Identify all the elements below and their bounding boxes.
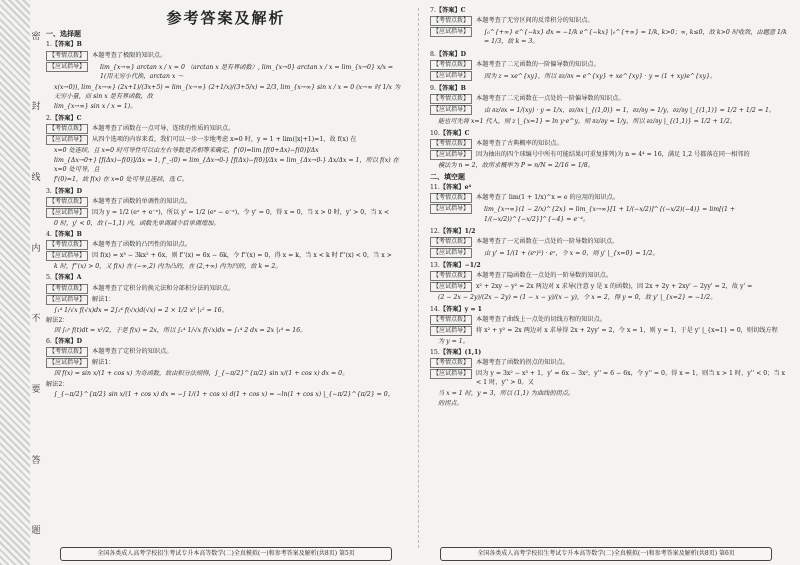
solution-line: 能也可先将 x=1 代入，则 z |_{x=1} = ln y·e^y，则 ∂z/∂y = 1/y，所以 ∂z/∂y |_{(1,1)} = 1/2 + 1/2。: [438, 118, 736, 126]
tag-solution: 【应试指导】: [46, 251, 88, 261]
seal-char: 内: [31, 243, 41, 254]
solution-line: 当 x = 1 时，y = 3，所以 (1,1) 为曲线的拐点。: [438, 389, 575, 397]
answer: 【答案】A: [51, 274, 82, 282]
question-number: 12.: [430, 227, 440, 235]
solution-line: f'(0)=1，故 f(x) 在 x=0 处可导且连续，选 C。: [54, 176, 188, 184]
seal-char: 题: [31, 526, 41, 537]
solution-line: x=0 处连续，且 x=0 时可导性可以由左右导数是否相等来确定，f'(0)=lim [f(0+Δx)−f(0)]/Δx: [54, 146, 319, 154]
tag-point: 【考情点拨】: [46, 51, 88, 61]
solution-line: 模法为 n = 2，故所求概率为 P = n/N = 2/16 = 1/8。: [438, 161, 594, 169]
question-number: 14.: [430, 305, 440, 313]
seal-char: 封: [31, 102, 41, 113]
answer: 【答案】−1/2: [439, 262, 481, 270]
point-text: 本题考查了定积分的换元法和分部积分法的知识点。: [92, 284, 235, 292]
tag-point: 【考情点拨】: [430, 60, 472, 70]
tag-point: 【考情点拨】: [430, 193, 472, 203]
solution-line: 因 ∫₀ˣ f(t)dt = x²/2，于是 f(x) = 2x，所以 ∫₁⁴ 1/√x f(√x)dx = ∫₁⁴ 2 dx = 2x |₁⁴ = 16。: [54, 327, 307, 335]
question-12: [430, 227, 792, 259]
point-text: 本题考查了隐函数在一点处的一阶导数的知识点。: [476, 272, 613, 280]
point-text: 本题考查了曲线上一点处的切线方程的知识点。: [476, 315, 606, 323]
tag-solution: 【应试指导】: [430, 326, 472, 336]
page-title: 参考答案及解析: [166, 9, 286, 27]
question-number: 15.: [430, 349, 440, 357]
solution-line: lim_{x→∞} arctan x / x = 0 （arctan x 是有界函数）, lim_{x→0} arctan x / x = lim_{x→0} x/x = 1(用无穷小代换，arctan x ～: [100, 63, 394, 80]
question-13: [430, 261, 792, 302]
tag-solution: 【应试指导】: [430, 282, 472, 292]
seal-char: 线: [31, 173, 41, 184]
seal-line: [30, 0, 42, 565]
solution-line: 由 ∂z/∂x = 1/(xy) · y = 1/x，∂z/∂x |_{(1,0)} = 1，∂z/∂y = 1/y，∂z/∂y |_{(1,1)} = 1/2 + 1/2 = 1。: [484, 107, 776, 115]
tag-point: 【考情点拨】: [430, 94, 472, 104]
solution-line: 因为 z = xe^{xy}，所以 ∂z/∂x = e^{xy} + xe^{xy} · y = (1 + xy)e^{xy}。: [484, 72, 717, 80]
tag-solution: 【应试指导】: [430, 204, 472, 214]
question-number: 6.: [46, 338, 52, 346]
tag-point: 【考情点拨】: [46, 347, 88, 357]
tag-solution: 【应试指导】: [46, 135, 88, 145]
point-text: 本题考查了函数的拐点的知识点。: [476, 359, 569, 367]
solution-label: 解法1：: [92, 295, 115, 303]
answer: 【答案】y = 1: [439, 305, 482, 313]
tag-solution: 【应试指导】: [46, 295, 88, 305]
question-5: [46, 273, 406, 335]
solution-line: x² + 2xy − y² = 2x 两边对 x 求导(注意 y 是 x 的函数)，因 2x + 2y + 2xy' − 2yy' = 2，故 y' =: [476, 283, 753, 291]
seal-char: 不: [31, 314, 41, 325]
question-number: 13.: [430, 262, 440, 270]
tag-solution: 【应试指导】: [46, 62, 88, 72]
binding-margin: [0, 0, 30, 565]
question-number: 3.: [46, 187, 52, 195]
solution-line: 从四个选项的内容来看，我们可以一步一步地考虑 x=0 时，y = 1 + lim(|x|+1)=1，故 f(x) 在: [92, 135, 357, 143]
answer: 【答案】C: [439, 129, 470, 137]
seal-char: 答: [31, 455, 41, 466]
solution-line: 因为 y = 3x² − x³ + 1，y' = 6x − 3x²，y'' = 6 − 6x，令 y'' = 0，得 x = 1，则当 x > 1 时，y'' < 0；当 x < 1 时，y'' > 0。又: [476, 370, 786, 387]
section-heading: 二、填空题: [430, 172, 465, 182]
solution-label: 解法2：: [46, 380, 69, 388]
question-number: 5.: [46, 274, 52, 282]
tag-solution: 【应试指导】: [430, 369, 472, 379]
question-number: 1.: [46, 41, 52, 49]
point-text: 本题考查了二元函数的一阶偏导数的知识点。: [476, 60, 600, 68]
tag-point: 【考情点拨】: [46, 197, 88, 207]
question-8: [430, 50, 792, 82]
tag-point: 【考情点拨】: [430, 139, 472, 149]
solution-line: 将 x² + y² = 2x 两边对 x 求导得 2x + 2yy' = 2，令 x = 1，则 y = 1，于是 y' |_{x=1} = 0，则切线方程: [476, 326, 778, 334]
answer: 【答案】D: [435, 50, 467, 58]
question-1: [46, 40, 406, 111]
tag-solution: 【应试指导】: [46, 358, 88, 368]
answer: 【答案】B: [51, 41, 82, 49]
question-9: [430, 84, 792, 127]
solution-line: (2 − 2x − 2y)/(2x − 2y) = (1 − x − y)/(x − y)，令 x = 2，得 y = 0，故 y' |_{x=2} = −1/2。: [438, 294, 717, 302]
solution-label: 解法1：: [92, 359, 115, 367]
solution-line: k 时，f''(x) > 0，又 f(x) 在 (−∞,2) 内为凸的，在 (2,+∞) 内为凹的，故 k = 2。: [54, 263, 282, 271]
question-4: [46, 230, 406, 271]
solution-line: 因为抽出的四个球编号中所有可能结果(可重复排列)为 n = 4⁴ = 16，满足 1,2 号都落在同一相邻的: [476, 150, 750, 158]
answer: 【答案】B: [51, 231, 82, 239]
seal-char: 密: [31, 31, 41, 42]
point-text: 本题考查了函数在一点可导，连续的性质的知识点。: [92, 124, 235, 132]
solution-line: ∫_{−π/2}^{π/2} sin x/(1 + cos x) dx = −∫ 1/(1 + cos x) d(1 + cos x) = −ln(1 + cos x) |_{−π/2}^{π/2} = 0。: [54, 390, 394, 398]
point-text: 本题考查了无穷区间的反常积分的知识点。: [476, 17, 594, 25]
solution-line: x(x→0)), lim_{x→∞} (2x+1)/(3x+5) = lim_{x→∞} (2+1/x)/(3+5/x) = 2/3, lim_{x→∞} sin x / x = 0 (x→∞ 时 1/x 为无穷小量，而 sin x 是有界函数，故: [54, 84, 401, 101]
tag-point: 【考情点拨】: [46, 284, 88, 294]
question-number: 4.: [46, 231, 52, 239]
page-divider: [418, 8, 419, 548]
solution-line: 的拐点。: [438, 399, 463, 407]
question-10: [430, 129, 792, 170]
question-number: 8.: [430, 50, 436, 58]
question-3: [46, 187, 406, 228]
point-text: 本题考查了古典概率的知识点。: [476, 139, 563, 147]
answer: 【答案】B: [435, 85, 466, 93]
tag-point: 【考情点拨】: [430, 237, 472, 247]
solution-line: lim_{x→∞}(1 − 2/x)^{2x} = lim_{x→∞}[1 + 1/(−x/2)]^{(−x/2)(−4)} = lim[(1 + 1/(−x/2))^{−x/2}]^{−4} = e⁻⁴。: [484, 206, 736, 223]
seal-char: 要: [31, 384, 41, 395]
solution-line: 因 f(x) = sin x/(1 + cos x) 为奇函数，故由积分法则得，∫_{−π/2}^{π/2} sin x/(1 + cos x) dx = 0。: [54, 370, 349, 378]
answer: 【答案】e⁴: [439, 184, 472, 192]
tag-point: 【考情点拨】: [46, 124, 88, 134]
tag-point: 【考情点拨】: [430, 358, 472, 368]
answer: 【答案】D: [51, 187, 83, 195]
tag-point: 【考情点拨】: [430, 16, 472, 26]
answer: 【答案】C: [435, 7, 466, 14]
point-text: 本题考查了定积分的知识点。: [92, 348, 173, 356]
point-text: 本题考查了 lim(1 + 1/x)^x = e 的应用的知识点。: [476, 194, 620, 202]
tag-solution: 【应试指导】: [430, 71, 472, 81]
question-number: 7.: [430, 7, 436, 14]
tag-solution: 【应试指导】: [430, 105, 472, 115]
answer: 【答案】C: [51, 114, 82, 122]
question-2: [46, 114, 406, 185]
solution-line: 由 y' = 1/(1 + (eˣ)²) · eˣ，令 x = 0，则 y' |_{x=0} = 1/2。: [484, 250, 659, 258]
tag-point: 【考情点拨】: [430, 271, 472, 281]
solution-line: 因为 y = 1/2 (eˣ + e⁻ˣ)，所以 y' = 1/2 (eˣ − e⁻ˣ)，令 y' = 0，得 x = 0，当 x > 0 时，y' > 0，当 x <: [92, 208, 390, 216]
point-text: 本题考查了一元函数在一点处的一阶导数的知识点。: [476, 238, 619, 246]
page-footer-left: 全国各类成人高考学校招生考试专升本高等数学(二)全真模拟(一)和参考答案及解析(共8页) 第5页: [60, 547, 392, 561]
point-text: 本题考查了函数的凸凹性的知识点。: [92, 241, 192, 249]
point-text: 本题考查了函数的单调性的知识点。: [92, 197, 192, 205]
point-text: 本题考查了二元函数在一点处的一阶偏导数的知识点。: [476, 95, 625, 103]
answer: 【答案】(1,1): [439, 349, 482, 357]
tag-solution: 【应试指导】: [430, 248, 472, 258]
answer: 【答案】D: [51, 338, 83, 346]
tag-point: 【考情点拨】: [46, 240, 88, 250]
question-number: 9.: [430, 85, 436, 93]
tag-solution: 【应试指导】: [46, 208, 88, 218]
point-text: 本题考查了极限的知识点。: [92, 51, 167, 59]
right-page: [430, 6, 792, 554]
page-footer-right: 全国各类成人高考学校招生考试专升本高等数学(二)全真模拟(一)和参考答案及解析(共8页) 第6页: [440, 547, 772, 561]
tag-solution: 【应试指导】: [430, 27, 472, 37]
solution-line: ∫₁⁴ 1/√x f(√x)dx = 2∫₁⁴ f(√x)d(√x) = 2 × 1/2 x² |₁² = 16。: [54, 306, 228, 314]
tag-solution: 【应试指导】: [430, 150, 472, 160]
solution-line: lim_{Δx→0+} [f(Δx)−f(0)]/Δx = 1, f'_-(0) = lim_{Δx→0-} [f(Δx)−f(0)]/Δx = lim_{Δx→0-} Δx/Δx = 1，所以 f(x) 在 x=0 处可导，且: [54, 157, 399, 174]
question-7: [430, 6, 792, 48]
solution-label: 解法2：: [46, 316, 69, 324]
question-number: 2.: [46, 114, 52, 122]
question-15: [430, 348, 792, 408]
question-14: [430, 305, 792, 346]
question-number: 11.: [430, 184, 440, 192]
answer: 【答案】1/2: [439, 227, 476, 235]
solution-line: 因 f(x) = x³ − 3kx² + 6x，则 f''(x) = 6x − 6k，令 f''(x) = 0，得 x = k，当 x < k 时 f''(x) < 0，当 x >: [92, 252, 392, 260]
solution-line: lim_{x→∞} sin x / x = 1)。: [54, 103, 137, 111]
question-6: [46, 337, 406, 399]
question-11: [430, 183, 792, 225]
solution-line: ∫₀^{+∞} e^{−kx} dx = −1/k e^{−kx} |₀^{+∞} = 1/k, k>0；∞, k≤0，故 k>0 时收敛，由题意 1/k = 1/3，故 k = 3。: [484, 29, 787, 46]
question-number: 10.: [430, 129, 440, 137]
left-page: [46, 6, 406, 554]
solution-line: 0 时，y' < 0，故 (−1,1) 内，函数先单调减少后单调增加。: [54, 219, 220, 227]
solution-line: 为 y = 1。: [438, 337, 469, 345]
tag-point: 【考情点拨】: [430, 315, 472, 325]
section-heading: 一、选择题: [46, 29, 81, 39]
